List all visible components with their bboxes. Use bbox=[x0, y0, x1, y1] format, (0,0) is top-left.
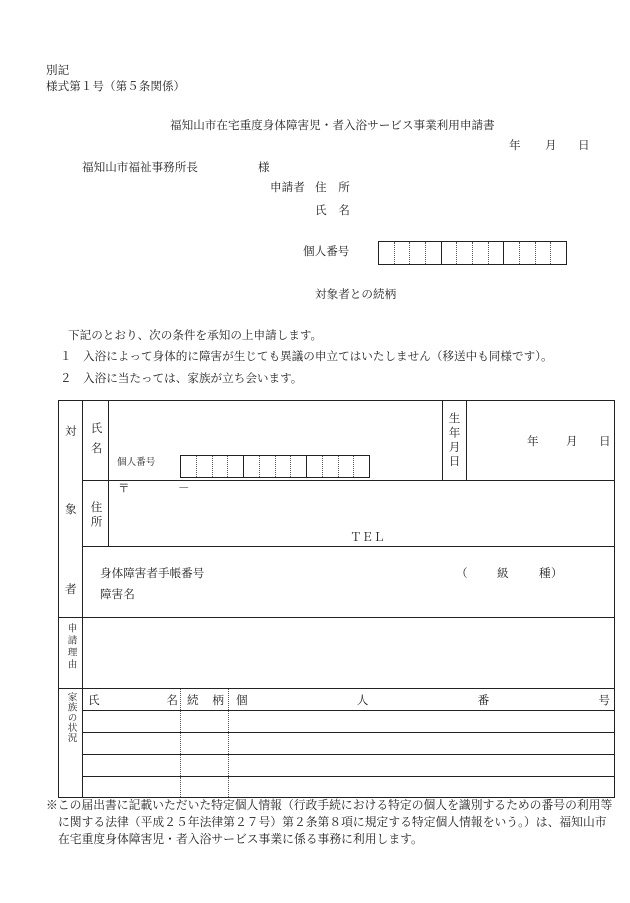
family-member-name-field[interactable] bbox=[83, 733, 180, 754]
applicant-label: 申請者 bbox=[270, 180, 305, 194]
family-row bbox=[83, 776, 614, 797]
application-reason-field[interactable] bbox=[83, 618, 614, 688]
digit-cell[interactable] bbox=[425, 242, 441, 264]
applicant-relationship-label: 対象者との続柄 bbox=[315, 287, 397, 301]
family-member-name-field[interactable] bbox=[83, 755, 180, 776]
family-member-name-field[interactable] bbox=[83, 777, 180, 797]
digit-cell[interactable] bbox=[456, 242, 472, 264]
postal-mark: 〒 bbox=[118, 481, 130, 495]
digit-cell[interactable] bbox=[488, 242, 504, 264]
family-member-number-field[interactable] bbox=[229, 733, 614, 754]
family-member-relationship-field[interactable] bbox=[180, 733, 229, 754]
birthdate-year-label: 年 bbox=[527, 434, 539, 448]
family-relationship-header bbox=[180, 689, 229, 710]
postal-dash: － bbox=[178, 481, 190, 495]
family-name-header-char: 名 bbox=[166, 692, 178, 707]
applicant-address-label: 住 所 bbox=[315, 180, 350, 194]
condition-1-number: １ bbox=[60, 349, 72, 363]
family-row bbox=[83, 754, 614, 776]
family-status-label: 家族の状況 bbox=[65, 692, 77, 743]
family-member-relationship-field[interactable] bbox=[180, 755, 229, 776]
subject-individual-number-label: 個人番号 bbox=[117, 457, 156, 468]
annex-label: 別記 bbox=[46, 63, 70, 77]
family-member-number-field[interactable] bbox=[229, 777, 614, 797]
applicant-individual-number-boxes bbox=[378, 241, 567, 265]
handbook-open-paren: （ bbox=[456, 566, 468, 580]
addressee-honorific: 様 bbox=[258, 160, 270, 174]
family-member-relationship-field[interactable] bbox=[180, 777, 229, 797]
digit-cell[interactable] bbox=[394, 242, 410, 264]
tel-label: ＴＥＬ bbox=[350, 530, 385, 544]
subject-address-label: 住所 bbox=[89, 501, 104, 530]
digit-cell[interactable] bbox=[275, 456, 291, 477]
birthdate-label-left-divider bbox=[442, 401, 443, 480]
digit-cell[interactable] bbox=[409, 242, 425, 264]
name-row-divider bbox=[83, 480, 614, 481]
family-member-relationship-field[interactable] bbox=[180, 711, 229, 732]
digit-cell[interactable] bbox=[503, 242, 519, 264]
digit-cell[interactable] bbox=[322, 456, 338, 477]
name-label-divider bbox=[108, 401, 109, 546]
digit-cell[interactable] bbox=[519, 242, 535, 264]
digit-cell[interactable] bbox=[306, 456, 322, 477]
digit-cell[interactable] bbox=[259, 456, 275, 477]
family-individual-number-header bbox=[229, 689, 614, 710]
subject-individual-number-boxes bbox=[180, 455, 370, 478]
family-number-header-char: 個 bbox=[236, 692, 248, 707]
condition-2-number: ２ bbox=[60, 371, 72, 385]
family-number-header-char: 番 bbox=[477, 692, 490, 707]
family-member-number-field[interactable] bbox=[229, 711, 614, 732]
handbook-type-label: 種 bbox=[539, 566, 551, 580]
subject-label-char: 者 bbox=[65, 582, 77, 596]
family-row bbox=[83, 710, 614, 732]
condition-2-text: 入浴に当たっては、家族が立ち会います。 bbox=[83, 371, 303, 385]
digit-cell[interactable] bbox=[353, 456, 369, 477]
date-day-label: 日 bbox=[578, 138, 590, 152]
birthdate-label-right-divider bbox=[466, 401, 467, 480]
subject-label-char: 象 bbox=[65, 502, 77, 516]
digit-cell[interactable] bbox=[535, 242, 551, 264]
digit-cell[interactable] bbox=[472, 242, 488, 264]
handbook-close-paren: ） bbox=[551, 566, 563, 580]
birthdate-month-label: 月 bbox=[566, 434, 578, 448]
digit-cell[interactable] bbox=[227, 456, 243, 477]
page-title: 福知山市在宅重度身体障害児・者入浴サービス事業利用申請書 bbox=[170, 118, 495, 132]
disability-info-field[interactable] bbox=[83, 547, 614, 617]
family-number-header-char: 人 bbox=[356, 692, 369, 707]
subject-info-table bbox=[58, 400, 615, 798]
family-member-name-field[interactable] bbox=[83, 711, 180, 732]
family-relationship-header-char: 続 bbox=[187, 692, 199, 707]
footnote-line: に関する法律（平成２５年法律第２７号）第２条第８項に規定する特定個人情報をいう。）は、福知山市 bbox=[58, 815, 607, 829]
statement-intro: 下記のとおり、次の条件を承知の上申請します。 bbox=[68, 328, 323, 342]
disability-name-label: 障害名 bbox=[100, 587, 135, 601]
digit-cell[interactable] bbox=[441, 242, 457, 264]
application-reason-label: 申請理由 bbox=[65, 623, 77, 671]
footnote-line: 在宅重度身体障害児・者入浴サービス事業に係る事務に利用します。 bbox=[58, 832, 423, 846]
applicant-name-label: 氏 名 bbox=[315, 203, 350, 217]
birthdate-label: 生年月日 bbox=[447, 412, 462, 470]
date-month-label: 月 bbox=[545, 138, 557, 152]
birthdate-day-label: 日 bbox=[599, 434, 611, 448]
digit-cell[interactable] bbox=[181, 456, 196, 477]
family-relationship-header-char: 柄 bbox=[212, 692, 224, 707]
condition-1-text: 入浴によって身体的に障害が生じても異議の申立てはいたしません（移送中も同様です）。 bbox=[83, 349, 553, 363]
family-header-row bbox=[83, 689, 614, 710]
family-row bbox=[83, 732, 614, 754]
digit-cell[interactable] bbox=[338, 456, 354, 477]
handbook-grade-label: 級 bbox=[497, 566, 509, 580]
date-year-label: 年 bbox=[509, 138, 521, 152]
digit-cell[interactable] bbox=[243, 456, 259, 477]
family-number-header-char: 号 bbox=[598, 692, 610, 707]
family-name-header bbox=[83, 689, 180, 710]
subject-section-divider bbox=[59, 617, 614, 618]
subject-label-char: 対 bbox=[65, 424, 77, 438]
family-name-header-char: 氏 bbox=[88, 692, 100, 707]
applicant-individual-number-label: 個人番号 bbox=[303, 244, 350, 258]
address-row-divider bbox=[83, 546, 614, 547]
digit-cell[interactable] bbox=[550, 242, 566, 264]
footnote-line: ※この届出書に記載いただいた特定個人情報（行政手続における特定の個人を識別するための番号の利用等 bbox=[46, 798, 613, 812]
digit-cell[interactable] bbox=[379, 242, 394, 264]
digit-cell[interactable] bbox=[196, 456, 212, 477]
birthdate-field[interactable] bbox=[467, 401, 614, 480]
family-member-number-field[interactable] bbox=[229, 755, 614, 776]
digit-cell[interactable] bbox=[212, 456, 228, 477]
addressee-office: 福知山市福祉事務所長 bbox=[82, 160, 198, 174]
form-number: 様式第１号（第５条関係） bbox=[46, 79, 186, 93]
handbook-number-label: 身体障害者手帳番号 bbox=[100, 566, 205, 580]
subject-name-label: 氏名 bbox=[89, 422, 104, 462]
digit-cell[interactable] bbox=[290, 456, 306, 477]
